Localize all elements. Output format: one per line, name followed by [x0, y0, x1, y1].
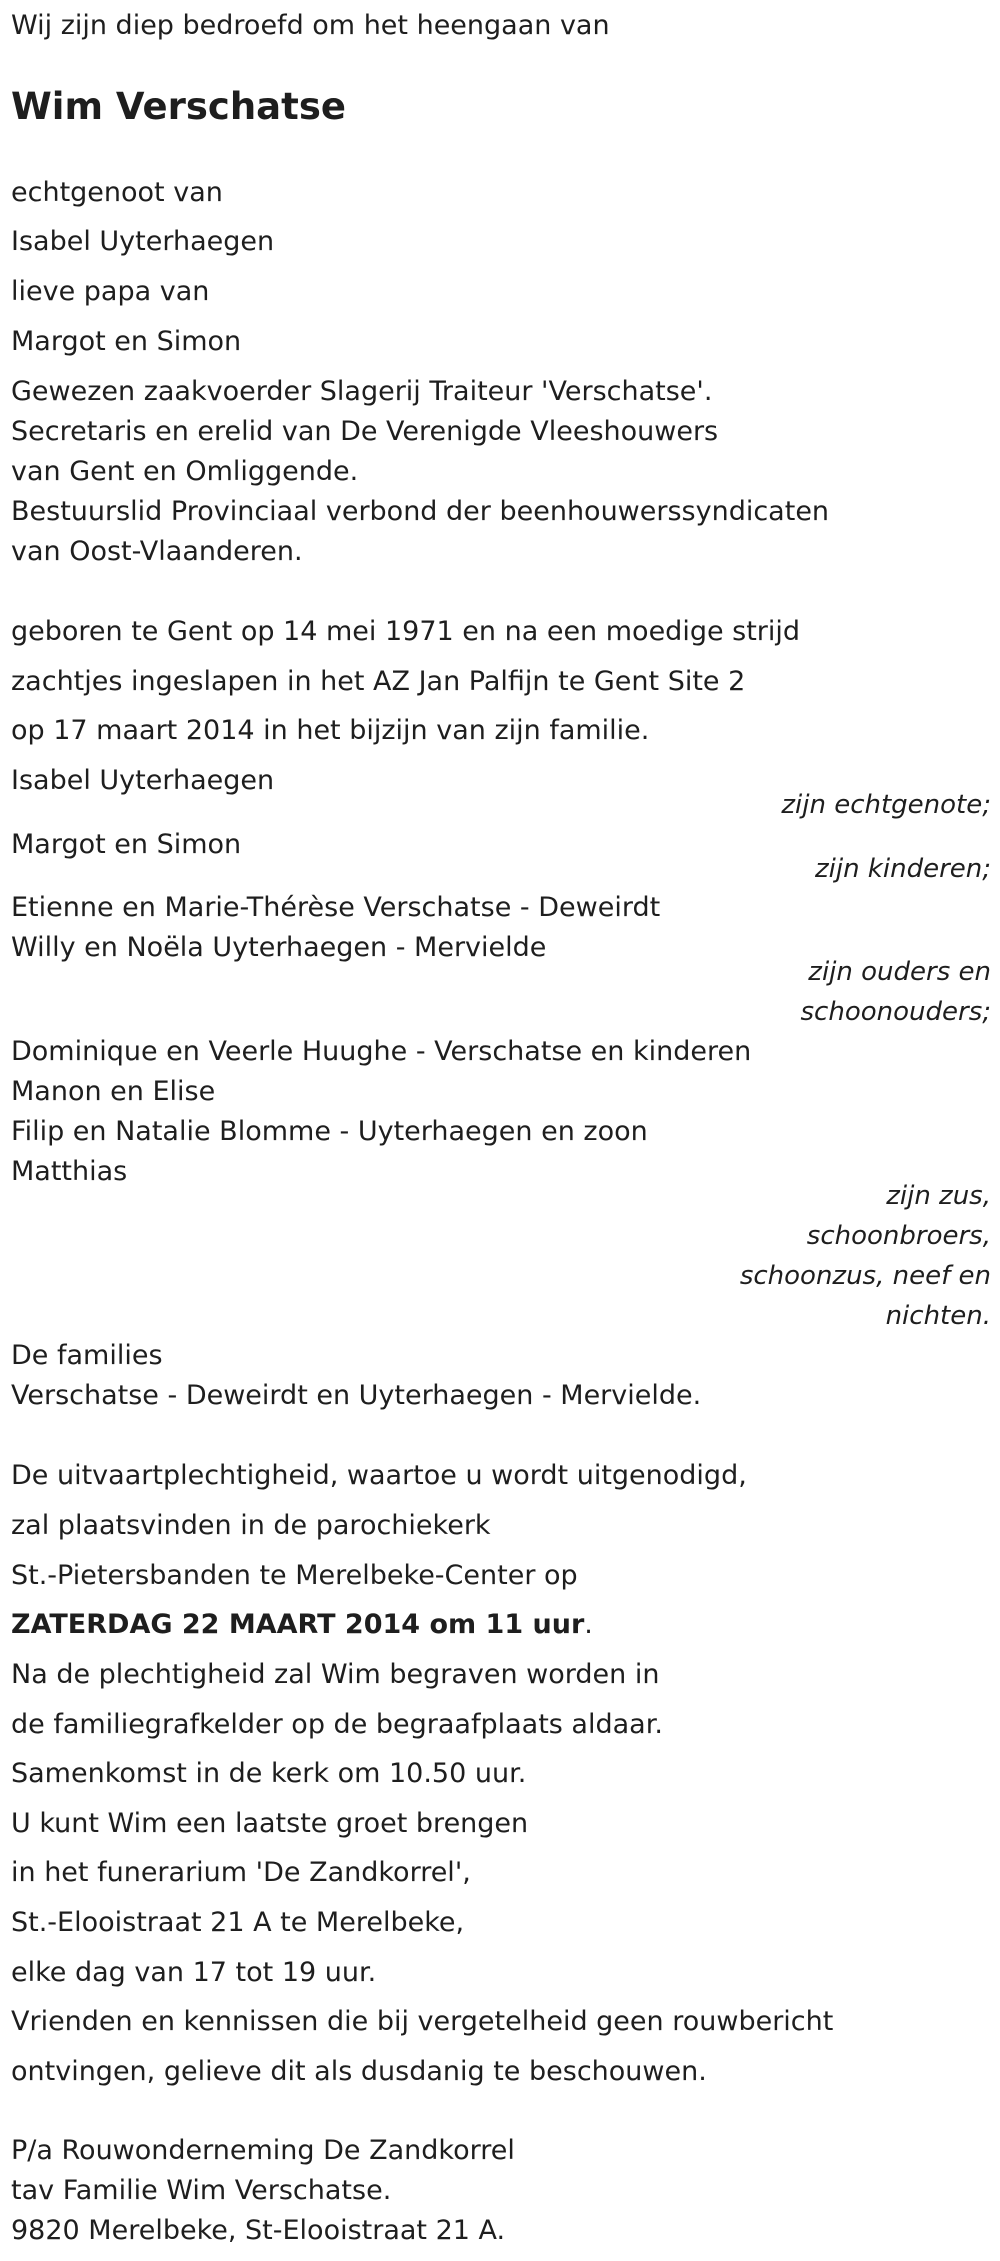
bio-line: Secretaris en erelid van De Verenigde Vleeshouwers: [11, 416, 719, 447]
funeral-line: zal plaatsvinden in de parochiekerk: [11, 1510, 491, 1541]
funeral-line: U kunt Wim een laatste groet brengen: [11, 1808, 529, 1839]
deceased-name: Wim Verschatse: [11, 85, 346, 128]
relation-siblings: nichten.: [885, 1301, 991, 1331]
funeral-line: St.-Elooistraat 21 A te Merelbeke,: [11, 1907, 465, 1938]
relation-spouse: zijn echtgenote;: [781, 790, 991, 820]
family-siblings: Matthias: [11, 1156, 128, 1187]
spouse-name: Isabel Uyterhaegen: [11, 226, 275, 257]
children-names: Margot en Simon: [11, 326, 242, 357]
relation-siblings: schoonbroers,: [806, 1221, 991, 1251]
family-siblings: Dominique en Veerle Huughe - Verschatse en kinderen: [11, 1036, 752, 1067]
families-names: Verschatse - Deweirdt en Uyterhaegen - Mervielde.: [11, 1380, 702, 1411]
family-children: Margot en Simon: [11, 829, 242, 860]
family-spouse: Isabel Uyterhaegen: [11, 765, 275, 796]
funeral-line: elke dag van 17 tot 19 uur.: [11, 1957, 377, 1988]
families-label: De families: [11, 1340, 163, 1371]
bio-line: van Gent en Omliggende.: [11, 456, 359, 487]
funeral-line: de familiegrafkelder op de begraafplaats aldaar.: [11, 1709, 663, 1740]
family-parents: Willy en Noëla Uyterhaegen - Mervielde: [11, 932, 547, 963]
family-siblings: Filip en Natalie Blomme - Uyterhaegen en zoon: [11, 1116, 648, 1147]
relation-parents: zijn ouders en: [808, 957, 991, 987]
relation-siblings: zijn zus,: [886, 1181, 991, 1211]
contact-line: tav Familie Wim Verschatse.: [11, 2175, 392, 2206]
birth-line: op 17 maart 2014 in het bijzijn van zijn familie.: [11, 715, 650, 746]
birth-line: zachtjes ingeslapen in het AZ Jan Palfijn te Gent Site 2: [11, 666, 746, 697]
birth-line: geboren te Gent op 14 mei 1971 en na een moedige strijd: [11, 616, 801, 647]
children-intro: lieve papa van: [11, 276, 210, 307]
funeral-line: Samenkomst in de kerk om 10.50 uur.: [11, 1758, 527, 1789]
family-parents: Etienne en Marie-Thérèse Verschatse - Deweirdt: [11, 892, 661, 923]
spouse-intro: echtgenoot van: [11, 177, 223, 208]
funeral-line: Na de plechtigheid zal Wim begraven worden in: [11, 1659, 660, 1690]
funeral-date: [11, 1605, 593, 1645]
funeral-line: in het funerarium 'De Zandkorrel',: [11, 1857, 471, 1888]
relation-parents: schoonouders;: [800, 997, 991, 1027]
funeral-date-tail: .: [584, 1609, 593, 1640]
funeral-date-bold: ZATERDAG 22 MAART 2014 om 11 uur: [11, 1609, 585, 1640]
funeral-line: De uitvaartplechtigheid, waartoe u wordt uitgenodigd,: [11, 1460, 747, 1491]
funeral-line: St.-Pietersbanden te Merelbeke-Center op: [11, 1560, 578, 1591]
relation-children: zijn kinderen;: [814, 854, 991, 884]
contact-line: 9820 Merelbeke, St-Elooistraat 21 A.: [11, 2215, 506, 2246]
intro-text: Wij zijn diep bedroefd om het heengaan van: [11, 10, 610, 41]
relation-siblings: schoonzus, neef en: [739, 1261, 991, 1291]
bio-line: van Oost-Vlaanderen.: [11, 536, 303, 567]
bio-line: Gewezen zaakvoerder Slagerij Traiteur 'Verschatse'.: [11, 376, 713, 407]
funeral-line: Vrienden en kennissen die bij vergetelheid geen rouwbericht: [11, 2006, 834, 2037]
family-siblings: Manon en Elise: [11, 1076, 216, 1107]
funeral-line: ontvingen, gelieve dit als dusdanig te beschouwen.: [11, 2056, 707, 2087]
bio-line: Bestuurslid Provinciaal verbond der beenhouwerssyndicaten: [11, 496, 830, 527]
contact-line: P/a Rouwonderneming De Zandkorrel: [11, 2135, 515, 2166]
